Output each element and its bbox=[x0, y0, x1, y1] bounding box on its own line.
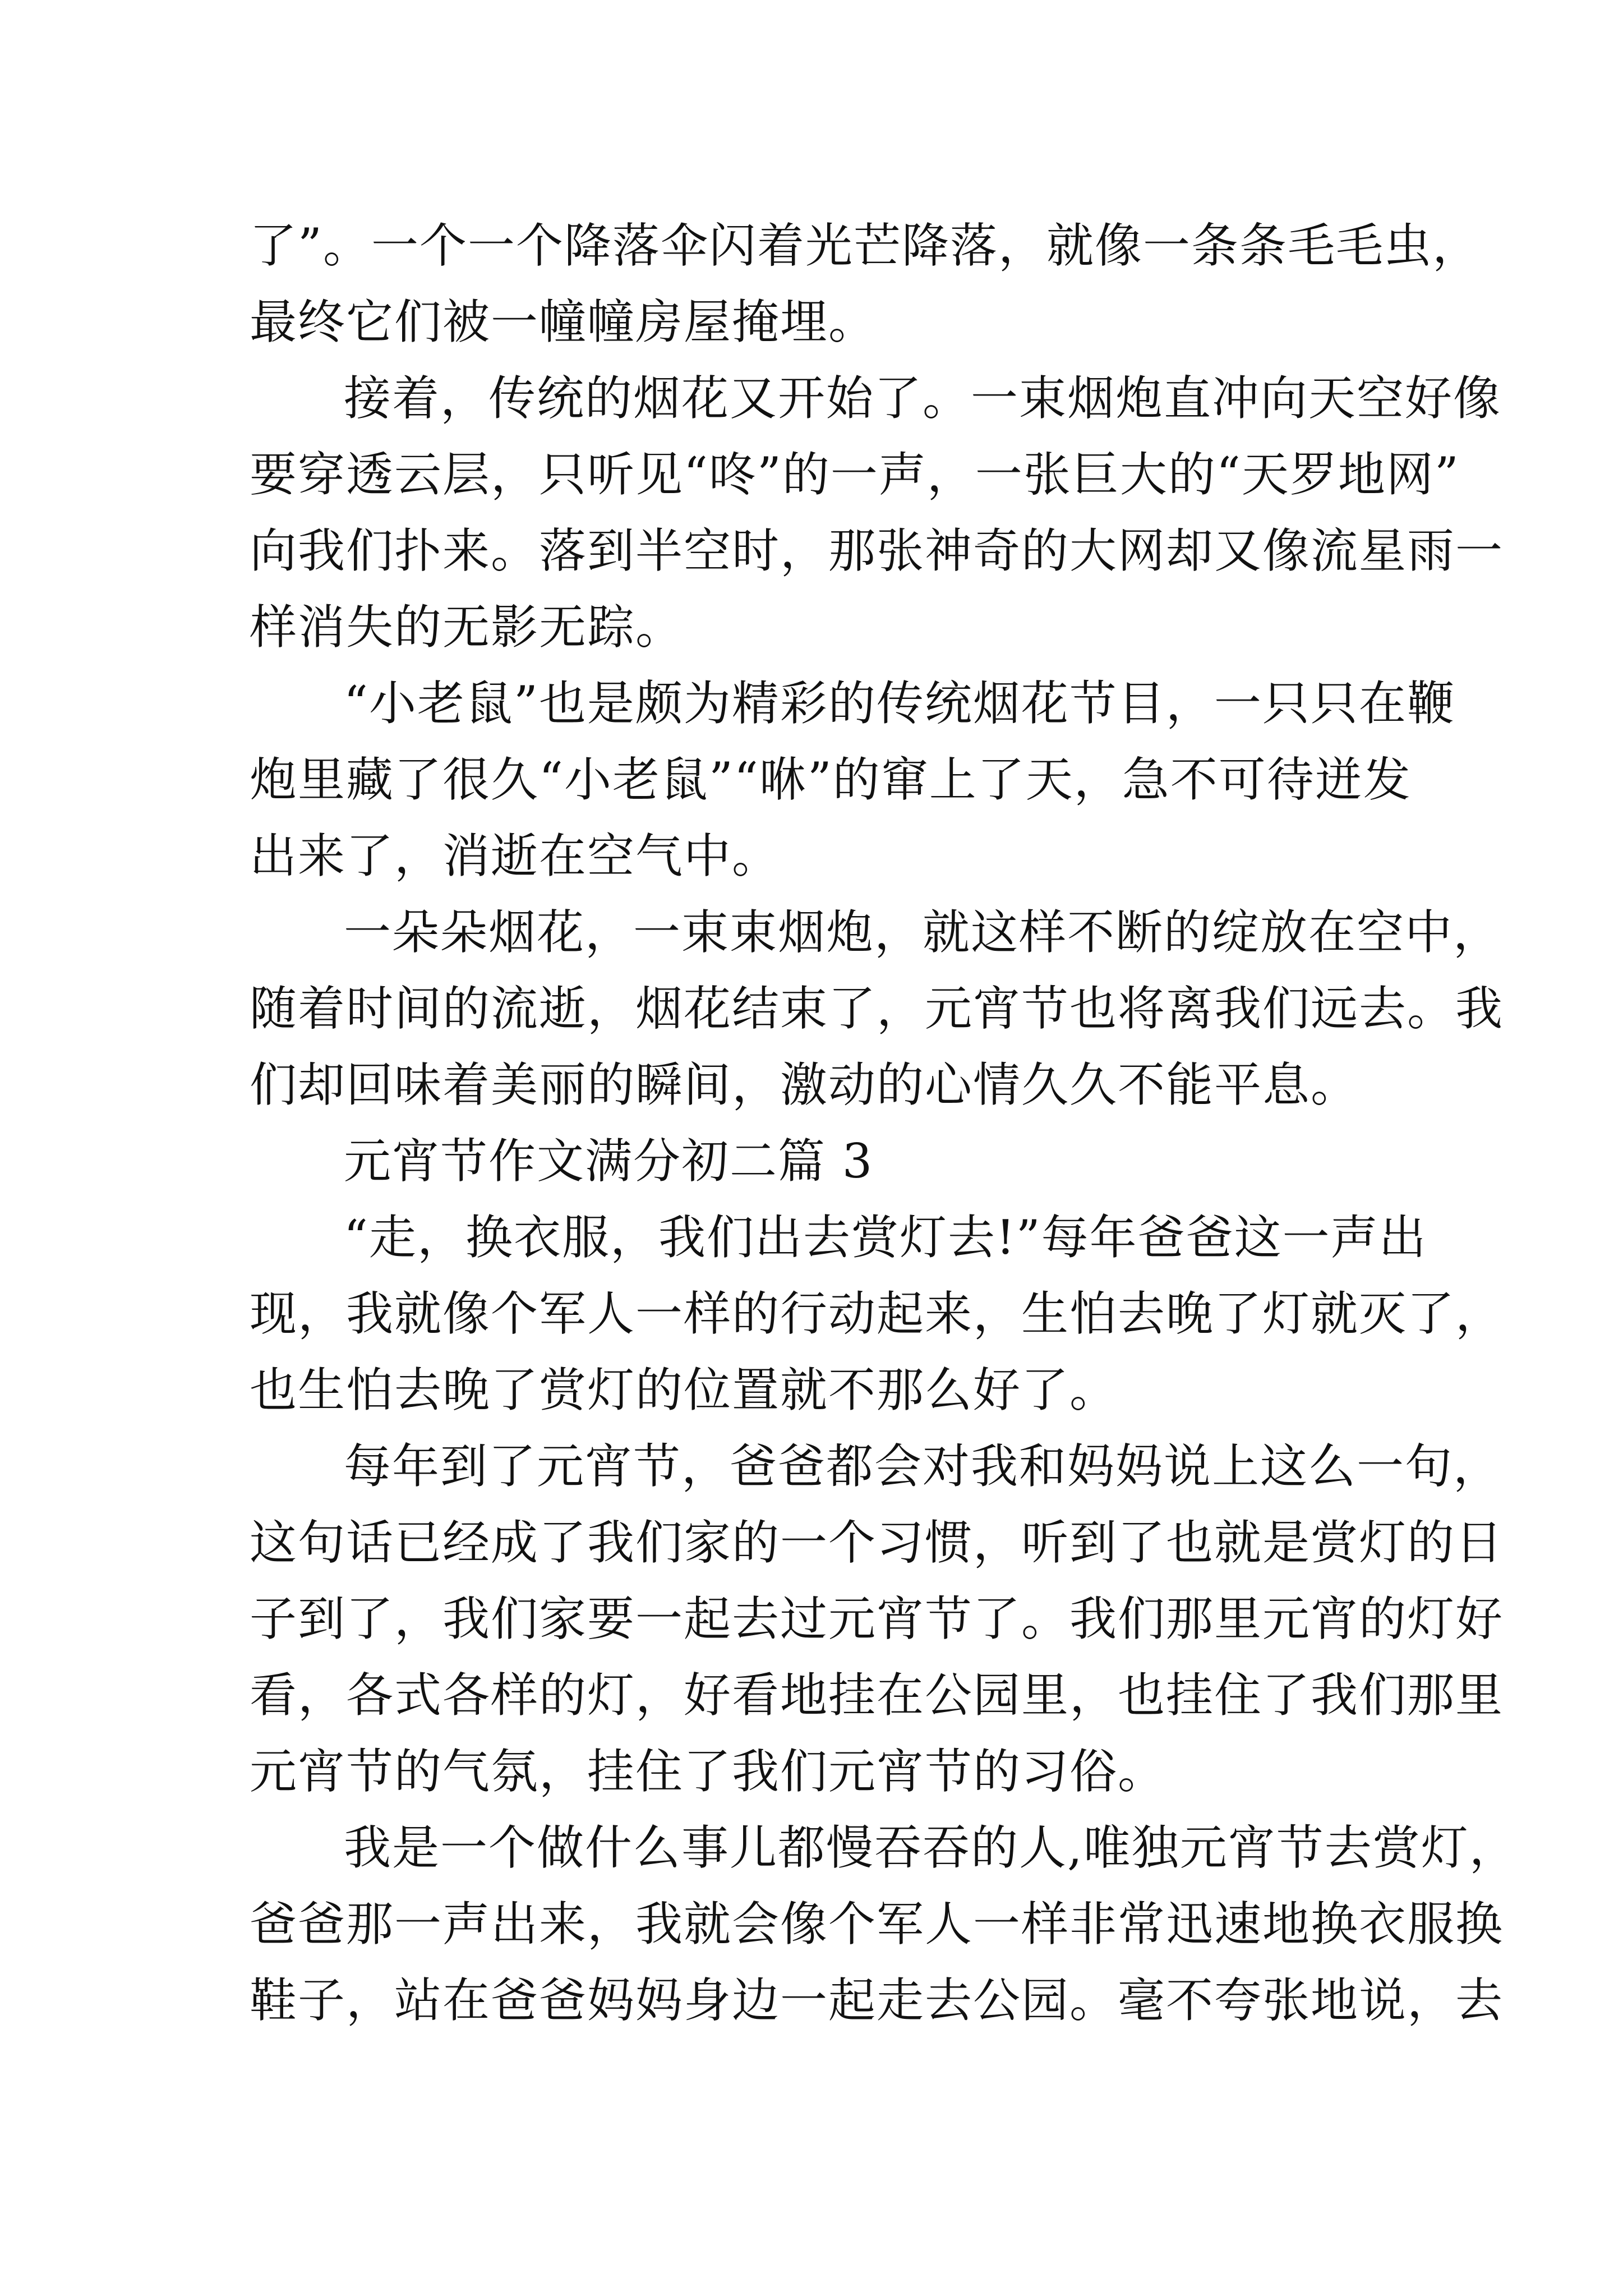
text-line: 样消失的无影无踪。 bbox=[250, 600, 684, 655]
text-line: 出来了，消逝在空气中。 bbox=[250, 829, 781, 884]
text-line: 向我们扑来。落到半空时，那张神奇的大网却又像流星雨一 bbox=[250, 523, 1504, 578]
section-heading: 元宵节作文满分初二篇 3 bbox=[344, 1134, 874, 1189]
text-line: 要穿透云层，只听见“咚”的一声，一张巨大的“天罗地网” bbox=[250, 447, 1460, 502]
text-line: “小老鼠”也是颇为精彩的传统烟花节目，一只只在鞭 bbox=[344, 676, 1455, 731]
text-line: 一朵朵烟花，一束束烟炮，就这样不断的绽放在空中， bbox=[344, 905, 1502, 960]
document-body bbox=[250, 208, 1518, 2039]
text-line: 现，我就像个军人一样的行动起来，生怕去晚了灯就灭了， bbox=[250, 1286, 1504, 1341]
text-line: 炮里藏了很久“小老鼠”“咻”的窜上了天，急不可待迸发 bbox=[250, 752, 1412, 807]
text-line: 了”。一个一个降落伞闪着光芒降落，就像一条条毛毛虫， bbox=[250, 218, 1481, 273]
text-line: 最终它们被一幢幢房屋掩埋。 bbox=[250, 295, 877, 349]
text-line: 鞋子，站在爸爸妈妈身边一起走去公园。毫不夸张地说，去 bbox=[250, 1973, 1504, 2028]
text-line: 看，各式各样的灯，好看地挂在公园里，也挂住了我们那里 bbox=[250, 1668, 1504, 1723]
text-line: 每年到了元宵节，爸爸都会对我和妈妈说上这么一句， bbox=[344, 1439, 1502, 1494]
text-line: 爸爸那一声出来，我就会像个军人一样非常迅速地换衣服换 bbox=[250, 1897, 1504, 1952]
text-line: 也生怕去晚了赏灯的位置就不那么好了。 bbox=[250, 1363, 1118, 1418]
text-line: 随着时间的流逝，烟花结束了，元宵节也将离我们远去。我 bbox=[250, 981, 1504, 1036]
text-line: 元宵节的气氛，挂住了我们元宵节的习俗。 bbox=[250, 1744, 1166, 1799]
text-line: 们却回味着美丽的瞬间，激动的心情久久不能平息。 bbox=[250, 1057, 1359, 1112]
text-line: 这句话已经成了我们家的一个习惯，听到了也就是赏灯的日 bbox=[250, 1515, 1504, 1570]
text-line: “走，换衣服，我们出去赏灯去!”每年爸爸这一声出 bbox=[344, 1210, 1427, 1265]
text-line: 子到了，我们家要一起去过元宵节了。我们那里元宵的灯好 bbox=[250, 1591, 1504, 1646]
text-line: 接着，传统的烟花又开始了。一束烟炮直冲向天空好像 bbox=[344, 371, 1502, 426]
text-line: 我是一个做什么事儿都慢吞吞的人,唯独元宵节去赏灯， bbox=[344, 1820, 1518, 1875]
